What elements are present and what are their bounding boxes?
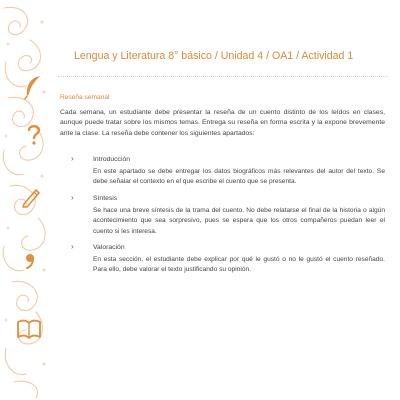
section-introduccion xyxy=(60,156,385,188)
pencil-icon xyxy=(20,186,42,208)
section-list xyxy=(60,156,385,283)
intro-paragraph: Cada semana, un estudiante debe presentar la reseña de un cuento distinto de los leídos en clases, aunque puede tratar sobre los mismos temas. Entrega su reseña en forma escrita y la expone brevemente ante la clase. La reseña debe contener los siguientes apartados: xyxy=(60,109,385,137)
question-mark-icon xyxy=(26,124,42,146)
section-body: Se hace una breve síntesis de la trama del cuento. No debe relatarse el final de la historia o algún acontecimiento que sea sorpresivo, pues se espera que los otros compañeros puedan leer el cuento si les interesa. xyxy=(93,206,385,235)
section-valoracion xyxy=(60,244,385,276)
quill-icon xyxy=(22,74,44,100)
page-title: Lengua y Literatura 8° básico / Unidad 4 / OA1 / Actividad 1 xyxy=(74,50,354,62)
comma-icon xyxy=(24,252,36,270)
title-divider xyxy=(58,76,388,77)
chevron-right-icon: › xyxy=(71,154,74,163)
section-label: Reseña semanal xyxy=(60,94,110,101)
section-title: Introducción xyxy=(93,156,131,163)
section-body: En esta sección, el estudiante debe explicar por qué le gustó o no le gustó el cuento reseñado. Para ello, debe valorar el texto justificando su opinión. xyxy=(93,256,385,274)
chevron-right-icon: › xyxy=(71,192,74,202)
section-title: Síntesis xyxy=(93,194,118,202)
book-icon xyxy=(16,318,42,340)
chevron-right-icon: › xyxy=(71,242,74,252)
section-body: En este apartado se debe entregar los datos biográficos más relevantes del autor del texto. Se debe señalar el contexto en el que escribe el cuento que se presenta. xyxy=(93,168,385,186)
section-title: Valoración xyxy=(93,244,125,252)
section-sintesis xyxy=(60,192,385,237)
